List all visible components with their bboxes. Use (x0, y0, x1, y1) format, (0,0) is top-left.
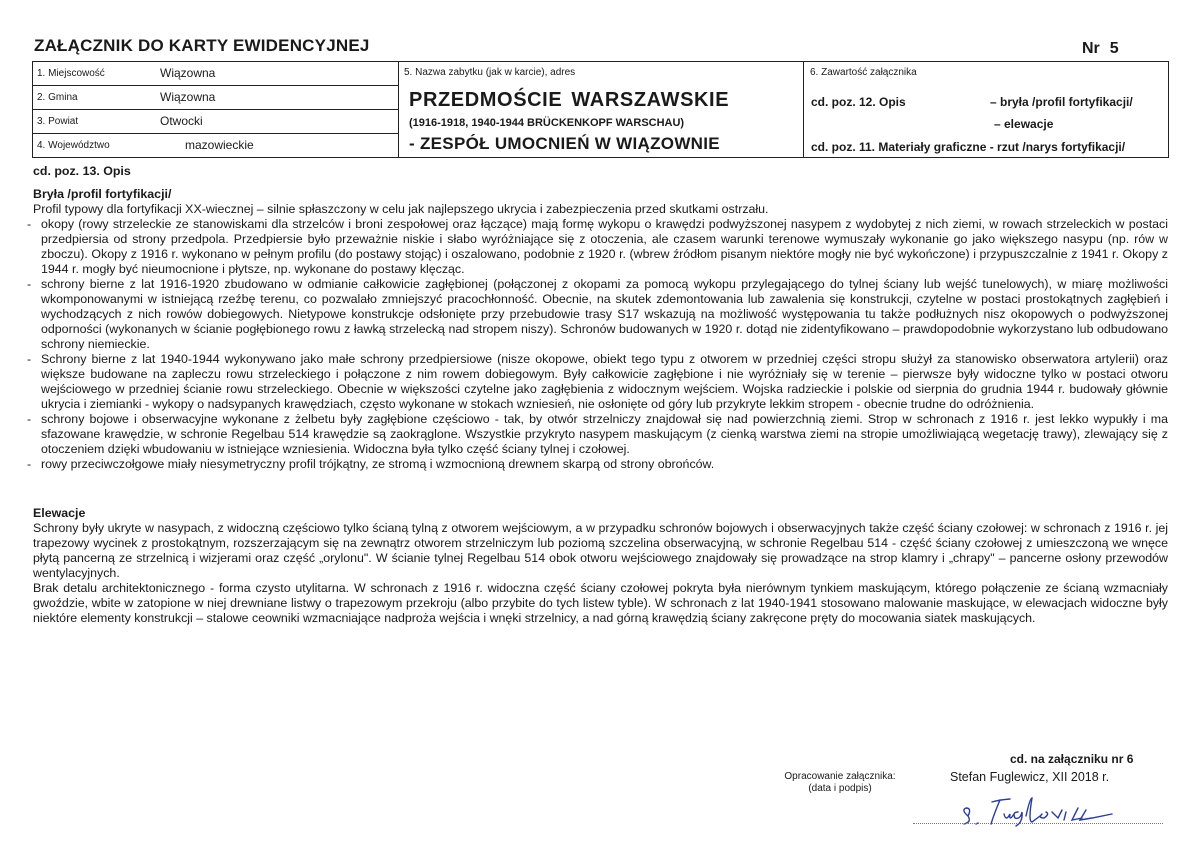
field-commune (33, 86, 398, 110)
field-value: Wiązowna (160, 90, 216, 104)
field-value: Otwocki (160, 114, 203, 128)
contents-item-elevations: – elewacje (994, 117, 1054, 131)
section-ref: cd. poz. 13. Opis (33, 164, 131, 178)
signature-line (913, 823, 1163, 824)
prepared-by-label (775, 771, 905, 795)
location-fields (33, 62, 399, 157)
section-title-elevations: Elewacje (33, 506, 86, 520)
field-label: 2. Gmina (37, 92, 78, 103)
field-label: 1. Miejscowość (37, 68, 105, 79)
monument-name-cell (398, 62, 804, 157)
list-item: - rowy przeciwczołgowe miały niesymetryczny profil trójkątny, ze stromą i wzmocnioną drewnem skarpą od strony obrońców. (33, 457, 1168, 472)
monument-name: PRZEDMOŚCIE WARSZAWSKIE (409, 89, 730, 111)
section-title-profile: Bryła /profil fortyfikacji/ (33, 187, 172, 201)
elevations-paragraph: Brak detalu architektonicznego - forma czysto utylitarna. W schronach z 1916 r. widoczna część ściany czołowej pokryta była nierównym tynkiem maskującym, którego połączenie ze ścianą wzmacniały gwoździe, wbite w zatopione w niej drewniane listwy o trapezowym przekroju (albo przybite do tych listew tyble). W schronach z lat 1940-1941 stosowano malowanie maskujące, w elewacjach widoczne były niektóre elementy konstrukcji – stalowe ceowniki wzmacniające nadproża wejścia i wnęki strzelnicy, a nad górną krawędzią ściany zakręcone pręty do mocowania siatek maskujących. (33, 581, 1168, 625)
nr-value: 5 (1109, 40, 1119, 57)
contents-item-profile: – bryła /profil fortyfikacji/ (990, 95, 1133, 109)
field-value: Wiązowna (160, 66, 216, 80)
field-label: 4. Województwo (37, 140, 110, 151)
continued-note: cd. na załączniku nr 6 (1010, 752, 1134, 766)
author-date: Stefan Fuglewicz, XII 2018 r. (950, 770, 1110, 784)
list-item: - schrony bojowe i obserwacyjne wykonane z żelbetu były zagłębione częściowo - tak, by otwór strzelniczy znajdował się nad powierzchnią ziemi. Strop w schronach z 1916 r. jest lekko wypukły i ma sfazowane krawędzie, w schronie Regelbau 514 krawędzie są zaokrąglone. Wszystkie przykryto nasypem maskującym (z cienką warstwa ziemi na stropie umożliwiającą wegetację trawy), zlewający się z otoczeniem dzięki wbudowaniu w istniejące wzniesienia. Widoczna była tylko część ściany tylnej i czołowej. (33, 412, 1168, 457)
field-locality (33, 62, 398, 86)
field-voivodeship (33, 134, 398, 157)
attachment-number (1082, 40, 1119, 58)
contents-label: 6. Zawartość załącznika (810, 67, 917, 78)
contents-ref-12: cd. poz. 12. Opis (811, 95, 906, 109)
monument-subtitle: (1916-1918, 1940-1944 BRÜCKENKOPF WARSCHAU) (409, 117, 685, 129)
monument-label: 5. Nazwa zabytku (jak w karcie), adres (404, 67, 576, 78)
prepared-sublabel: (data i podpis) (808, 783, 872, 794)
contents-cell (804, 62, 1168, 157)
field-label: 3. Powiat (37, 116, 79, 127)
header-table (32, 61, 1169, 158)
contents-ref-11: cd. poz. 11. Materiały graficzne - rzut /narys fortyfikacji/ (811, 140, 1126, 154)
field-county (33, 110, 398, 134)
field-value: mazowieckie (185, 138, 254, 152)
profile-list (33, 217, 1168, 472)
monument-team: - ZESPÓŁ UMOCNIEŃ W WIĄZOWNIE (409, 134, 720, 153)
document-title: ZAŁĄCZNIK DO KARTY EWIDENCYJNEJ (34, 36, 370, 55)
nr-label: Nr (1082, 40, 1100, 57)
description-body (33, 164, 1168, 626)
list-item: - schrony bierne z lat 1916-1920 zbudowano w odmianie całkowicie zagłębionej (połączonej z okopami za pomocą wykopu przylegającego do tylnej ściany lub wejść tunelowych), w miarę możliwości wkomponowanymi w istniejącą rzeźbę terenu, co pozwalało zmniejszyć pracochłonność. Obecnie, na skutek zdemontowania lub zawalenia się konstrukcji, czytelne w postaci prostokątnych zagłębień i wychodzących z nich rowów dobiegowych. Nietypowe konstrukcje odsłonięte przy przebudowie trasy S17 wskazują na możliwość występowania tu także podłużnych nisz okopowych o podwyższonej odporności (wykonanych w ścianie pogłębionego rowu z ławką strzelecką nad stropem niszy). Schronów budowanych w 1920 r. dotąd nie zidentyfikowano – prawdopodobnie wykorzystano lub odbudowano schrony niemieckie. (33, 277, 1168, 352)
prepared-label: Opracowanie załącznika: (784, 771, 896, 782)
elevations-paragraph: Schrony były ukryte w nasypach, z widoczną częściowo tylko ścianą tylną z otworem wejściowym, a w przypadku schronów bojowych i obserwacyjnych także część ściany czołowej: w schronach z 1916 r. jej trapezowy wycinek z prostokątnym, rozszerzającym się na zewnątrz otworem strzelniczym lub poziomą szczelina obserwacyjną, w schronie Regelbau 514 - część ściany czołowej z umieszczoną we wnęce płytą pancerną ze strzelnicą i wizjerami oraz część „orylonu". W ścianie tylnej Regelbau 514 obok otworu wejściowego znajdowały się prowadzące na strop klamry i „chrapy" – pancerne osłony przewodów wentylacyjnych. (33, 521, 1168, 580)
list-item: - Schrony bierne z lat 1940-1944 wykonywano jako małe schrony przedpiersiowe (nisze okopowe, obiekt tego typu z otworem w przedniej części stropu służył za stanowisko obserwatora artylerii) oraz większe budowane na zapleczu rowu strzeleckiego i połączone z nim rowem dobiegowym. Były całkowicie zagłębione i nie wyróżniały się w terenie – pierwsze były widoczne tylko w postaci otworu wejściowego w przedniej ścianie rowu strzeleckiego. Obecnie w większości czytelne jako zagłębienia z widocznym wejściem. Wojska radzieckie i polskie od sierpnia do grudnia 1944 r. budowały głównie ukrycia i ziemianki - wykopy o nadsypanych krawędziach, często wykonane w stokach wzniesień, nie osłonięte od góry lub przykryte lekkim stropem - obecnie trudne do odróżnienia. (33, 352, 1168, 412)
handwritten-signature (960, 790, 1160, 830)
section-intro: Profil typowy dla fortyfikacji XX-wiecznej – silnie spłaszczony w celu jak najlepszego ukrycia i zabezpieczenia przed skutkami ostrzału. (33, 202, 769, 216)
list-item: - okopy (rowy strzeleckie ze stanowiskami dla strzelców i broni zespołowej oraz łączące) mają formę wykopu o krawędzi podwyższonej nasypem z wydobytej z nich ziemi, w rowach strzeleckich w postaci przedpiersia od strony przedpola. Przedpiersie było przeważnie niskie i słabo wyróżniające się z otoczenia, ale czasem warunki terenowe wymuszały wykonanie go jako większego nasypu (np. rów w zboczu). Okopy z 1916 r. wykonano w pełnym profilu (do postawy stojąc) i oszalowano, podobnie z 1920 r. (wbrew źródłom pisanym niektóre mogły nie być wykończone) i przypuszczalnie z 1941 r. Okopy z 1944 r. mogły być nieumocnione i płytsze, np. wykonane do postawy klęcząc. (33, 217, 1168, 277)
